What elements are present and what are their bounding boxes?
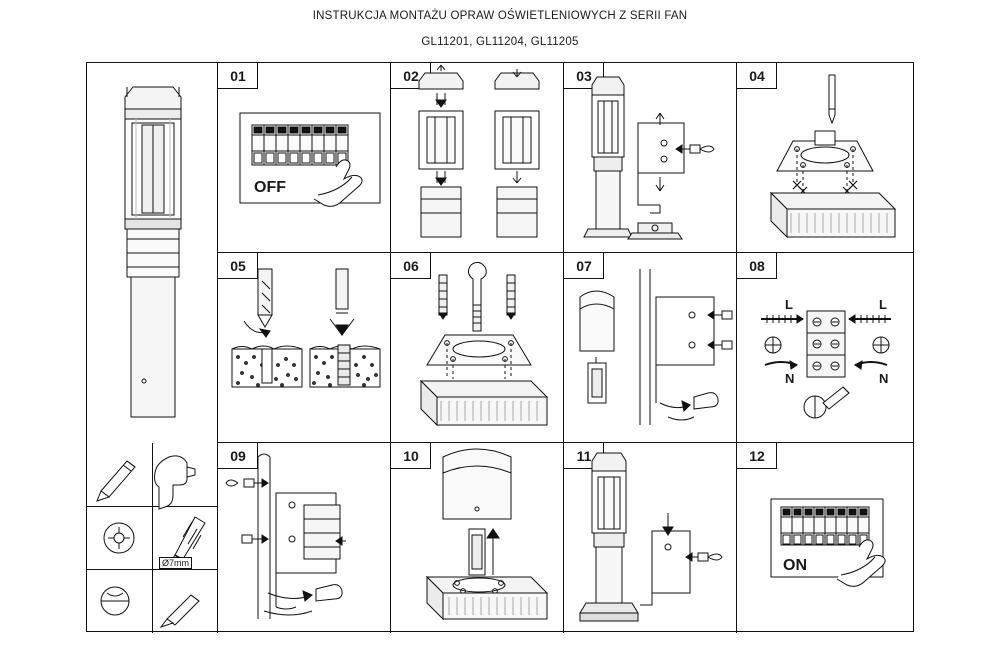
on-label: ON: [783, 557, 807, 574]
tools-cell: [87, 443, 218, 633]
drill-hole-anchor-icon: [218, 253, 391, 443]
step-cell-03: [564, 63, 737, 253]
wiring-label-n-right: N: [879, 371, 889, 386]
page-subtitle: GL11201, GL11204, GL11205: [421, 36, 579, 48]
bollard-luminaire-preview: [87, 63, 218, 443]
step-number-08: 08: [749, 258, 765, 274]
drill-bit-label: Ø7mm: [159, 557, 192, 569]
step-cell-01: [218, 63, 391, 253]
step-cell-08: [737, 253, 913, 443]
wiring-label-n-left: N: [785, 371, 795, 386]
step-number-03: 03: [576, 68, 592, 84]
luminaire-head-removal-icon: [391, 63, 564, 253]
step-cell-07: [564, 253, 737, 443]
step-number-07: 07: [576, 258, 592, 274]
wiring-label-l-left: L: [785, 297, 793, 312]
step-number-01: 01: [230, 68, 246, 84]
bollard-base-bracket-icon: [564, 63, 737, 253]
step-cell-05: [218, 253, 391, 443]
step-cell-10: [391, 443, 564, 633]
wire-stripper-tool: [101, 587, 129, 615]
wiring-label-l-right: L: [879, 297, 887, 312]
step-number-04: 04: [749, 68, 765, 84]
step-cell-09: [218, 443, 391, 633]
step-cell-11: [564, 443, 737, 633]
template-anchor-bolts-icon: [391, 253, 564, 443]
step-cell-02: [391, 63, 564, 253]
step-number-05: 05: [230, 258, 246, 274]
step-number-09: 09: [230, 448, 246, 464]
power-drill-tool: [155, 456, 196, 509]
phillips-head-tool: [104, 523, 134, 553]
final-assembly-screw-icon: [564, 443, 737, 633]
tools-panel: [87, 443, 218, 633]
pencil-tool: [97, 461, 135, 501]
step-cell-12: [737, 443, 913, 633]
instruction-grid: [86, 62, 914, 632]
svg-text:.: .: [218, 633, 219, 634]
circuit-breaker-off-icon: [218, 63, 391, 253]
off-label: OFF: [254, 179, 286, 196]
flat-screwdriver-tool: [161, 595, 199, 627]
step-cell-04: [737, 63, 913, 253]
cable-entry-bracket-icon: [564, 253, 737, 443]
step-cell-06: [391, 253, 564, 443]
product-preview-cell: [87, 63, 218, 443]
step-number-06: 06: [403, 258, 419, 274]
mounting-template-marking-icon: [737, 63, 913, 253]
body-slide-over-post-icon: [391, 443, 564, 633]
step-number-10: 10: [403, 448, 419, 464]
circuit-breaker-on-icon: [737, 443, 913, 633]
step-number-12: 12: [749, 448, 765, 464]
bracket-screw-fixing-icon: [218, 443, 391, 633]
step-number-11: 11: [576, 448, 592, 464]
step-number-02: 02: [403, 68, 419, 84]
page-title: INSTRUKCJA MONTAŻU OPRAW OŚWIETLENIOWYCH Z SERII FAN: [312, 10, 688, 22]
terminal-block-wiring-icon: [737, 253, 913, 443]
